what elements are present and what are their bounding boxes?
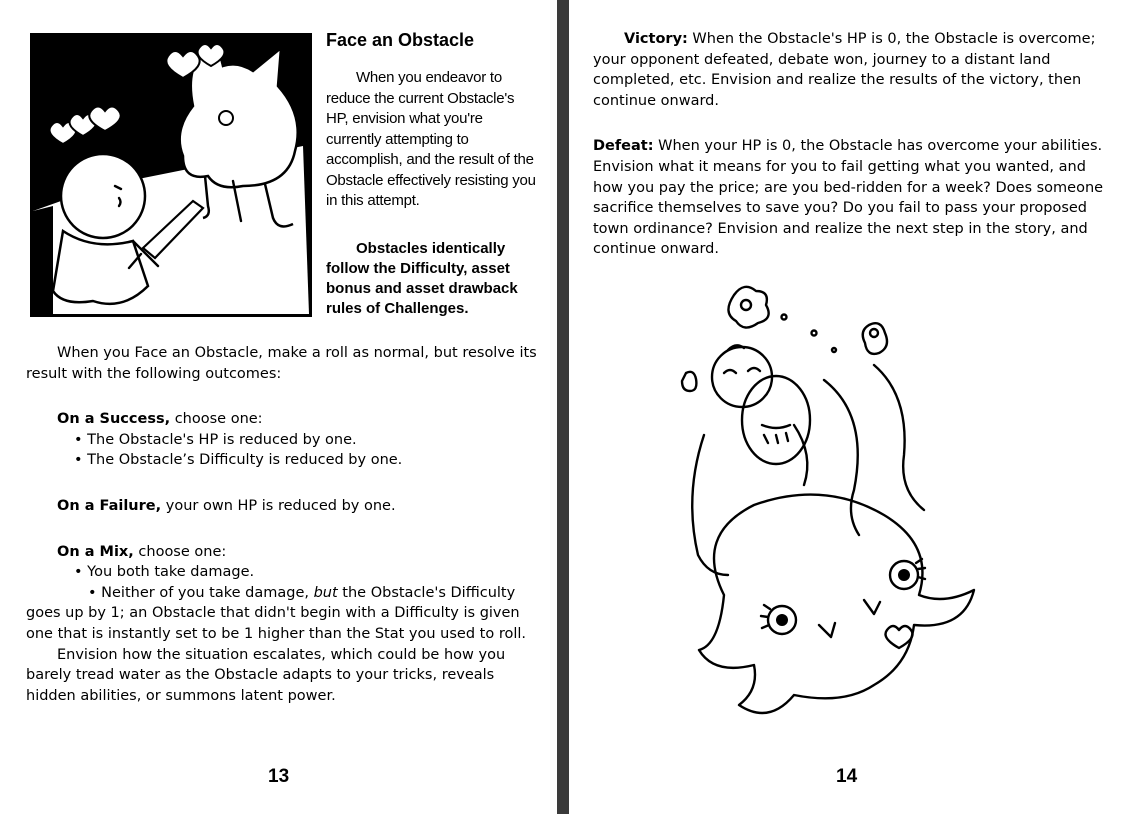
success-line [26, 409, 541, 430]
success-bullet-2: • The Obstacle’s Difficulty is reduced by one. [74, 452, 403, 469]
octopus-drawing [664, 275, 1024, 715]
rule-paragraph [326, 239, 540, 319]
page-number: 14 [836, 766, 858, 787]
intro-paragraph [326, 68, 540, 212]
outcomes-section [26, 343, 541, 706]
victory-label: Victory: [624, 31, 688, 47]
failure-label: On a Failure, [57, 497, 162, 514]
right-page [569, 0, 1127, 814]
results-section [593, 29, 1108, 260]
defeat-label: Defeat: [593, 138, 654, 155]
mix-bullet-1: • You both take damage. [74, 564, 255, 581]
mix-bullet-2 [26, 583, 541, 645]
hero-vs-monster-illustration [30, 33, 312, 317]
failure-line [26, 496, 541, 517]
success-label: On a Success, [57, 411, 171, 428]
mix-bullet-2-post: the Obstacle's Difficulty goes up by 1; an Obstacle that didn't begin with a Difficulty is given one that is instantly set to be 1 higher than the Stat you used to roll. [26, 584, 526, 642]
failure-text: your own HP is reduced by one. [161, 497, 396, 514]
mix-bullet-2-pre: • Neither of you take damage, [88, 584, 314, 601]
mix-label: On a Mix, [57, 543, 134, 560]
defeat-paragraph [593, 136, 1108, 260]
mix-text: choose one: [133, 543, 227, 560]
section-title: Face an Obstacle [326, 30, 475, 50]
defeat-text: When your HP is 0, the Obstacle has overcome your abilities. Envision what it means for you to fail getting what you wanted, and how you pay the price; are you bed-ridden for a week? Does someone sacrifice themselves to save you? Do you fail to pass your proposed town ordinance? Envision and realize the next step in the story, and continue onward. [593, 138, 1104, 258]
intro-text: When you endeavor to reduce the current Obstacle's HP, envision what you're currently attempting to accomplish, and the result of the Obstacle effectively resisting you in this attempt. [326, 69, 536, 209]
mix-bullet-2-em: but [313, 584, 338, 601]
octopus-illustration [664, 275, 1024, 715]
mix-line [26, 542, 541, 563]
success-text: choose one: [170, 411, 263, 428]
victory-text: When the Obstacle's HP is 0, the Obstacle is overcome; your opponent defeated, debate won, journey to a distant land completed, etc. Envision and realize the results of the victory, then continue onward. [593, 31, 1096, 109]
escalate-text: Envision how the situation escalates, which could be how you barely tread water as the Obstacle adapts to your tricks, reveals hidden abilities, or summons latent power. [26, 646, 506, 704]
page-number: 13 [268, 766, 290, 787]
victory-paragraph [593, 29, 1108, 111]
illustration-drawing [33, 36, 309, 314]
rule-text: Obstacles identically follow the Difficulty, asset bonus and asset drawback rules of Challenges. [326, 240, 518, 317]
left-page [0, 0, 557, 814]
roll-intro: When you Face an Obstacle, make a roll as normal, but resolve its result with the following outcomes: [26, 345, 537, 382]
success-bullet-1: • The Obstacle's HP is reduced by one. [74, 431, 357, 448]
